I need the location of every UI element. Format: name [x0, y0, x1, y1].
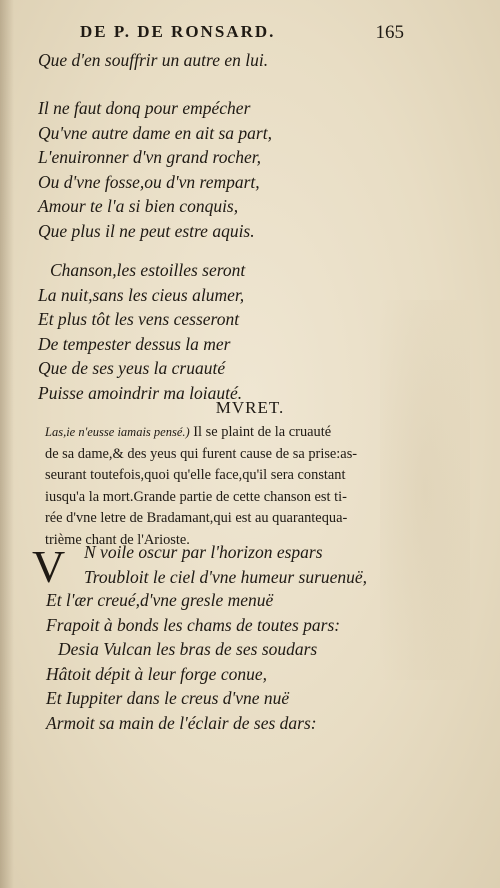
verse-line: Puisse amoindrir ma loiauté. — [38, 382, 243, 403]
page-number: 165 — [375, 22, 404, 43]
verse-line: La nuit,sans les cieus alumer, — [38, 284, 245, 305]
verse-line: Ou d'vne fosse,ou d'vn rempart, — [38, 171, 260, 192]
verse-line: Que plus il ne peut estre aquis. — [38, 220, 255, 241]
verse-line: Et Iuppiter dans le creus d'vne nuë — [46, 688, 290, 708]
commentary-line: trième chant de l'Arioste. — [45, 531, 190, 548]
commentary-line-text: Il se plaint de la cruauté — [189, 424, 332, 440]
sonnet-opening — [84, 540, 367, 589]
verse-line: Et l'ær creué,d'vne gresle menuë — [46, 590, 274, 610]
verse-line: Desia Vulcan les bras de ses soudars — [58, 639, 318, 659]
verse-line: L'enuironner d'vn grand rocher, — [38, 147, 261, 167]
verse-line: Il ne faut donq pour empécher — [38, 98, 251, 118]
verse-line: Armoit sa main de l'éclair de ses dars: — [46, 712, 317, 733]
gutter-shadow — [0, 0, 14, 888]
verse-block-3 — [38, 258, 245, 405]
verse-line: Chanson,les estoilles seront — [50, 260, 246, 280]
running-head — [0, 22, 500, 46]
commentary-line: de sa dame,& des yeus qui furent cause de sa prise:as- — [45, 445, 358, 462]
verse-line: Que d'en souffrir un autre en lui. — [38, 50, 269, 70]
verse-line: N voile oscur par l'horizon espars — [84, 542, 323, 562]
verse-line: Troubloit le ciel d'vne humeur suruenuë, — [84, 566, 368, 587]
running-title: DE P. DE RONSARD. — [80, 22, 276, 41]
commentary-lemma: Las,ie n'eusse iamais pensé.) — [45, 425, 190, 439]
commentary-heading: MVRET. — [215, 398, 285, 417]
verse-line: Que de ses yeus la cruauté — [38, 358, 226, 378]
commentary-line — [45, 422, 473, 444]
verse-line: Hâtoit dépit à leur forge conue, — [46, 663, 267, 684]
commentary-line: iusqu'a la mort.Grande partie de cette chanson est ti- — [45, 488, 347, 505]
verse-line: Et plus tôt les vens cesseront — [38, 309, 240, 329]
commentary-line: rée d'vne letre de Bradamant,qui est au quarantequa- — [45, 510, 348, 526]
commentary-line: seurant toutefois,quoi qu'elle face,qu'il sera constant — [45, 467, 346, 483]
verse-block-2 — [38, 96, 272, 243]
sonnet-body — [46, 588, 340, 735]
verse-line: De tempester dessus la mer — [38, 333, 231, 354]
commentary-text — [45, 422, 473, 551]
verse-block-1 — [38, 48, 268, 73]
verse-line: Qu'vne autre dame en ait sa part, — [38, 122, 272, 143]
verse-line: Amour te l'a si bien conquis, — [38, 196, 239, 216]
verse-line: Frapoit à bonds les chams de toutes pars: — [46, 614, 341, 635]
drop-cap: V — [32, 541, 66, 592]
